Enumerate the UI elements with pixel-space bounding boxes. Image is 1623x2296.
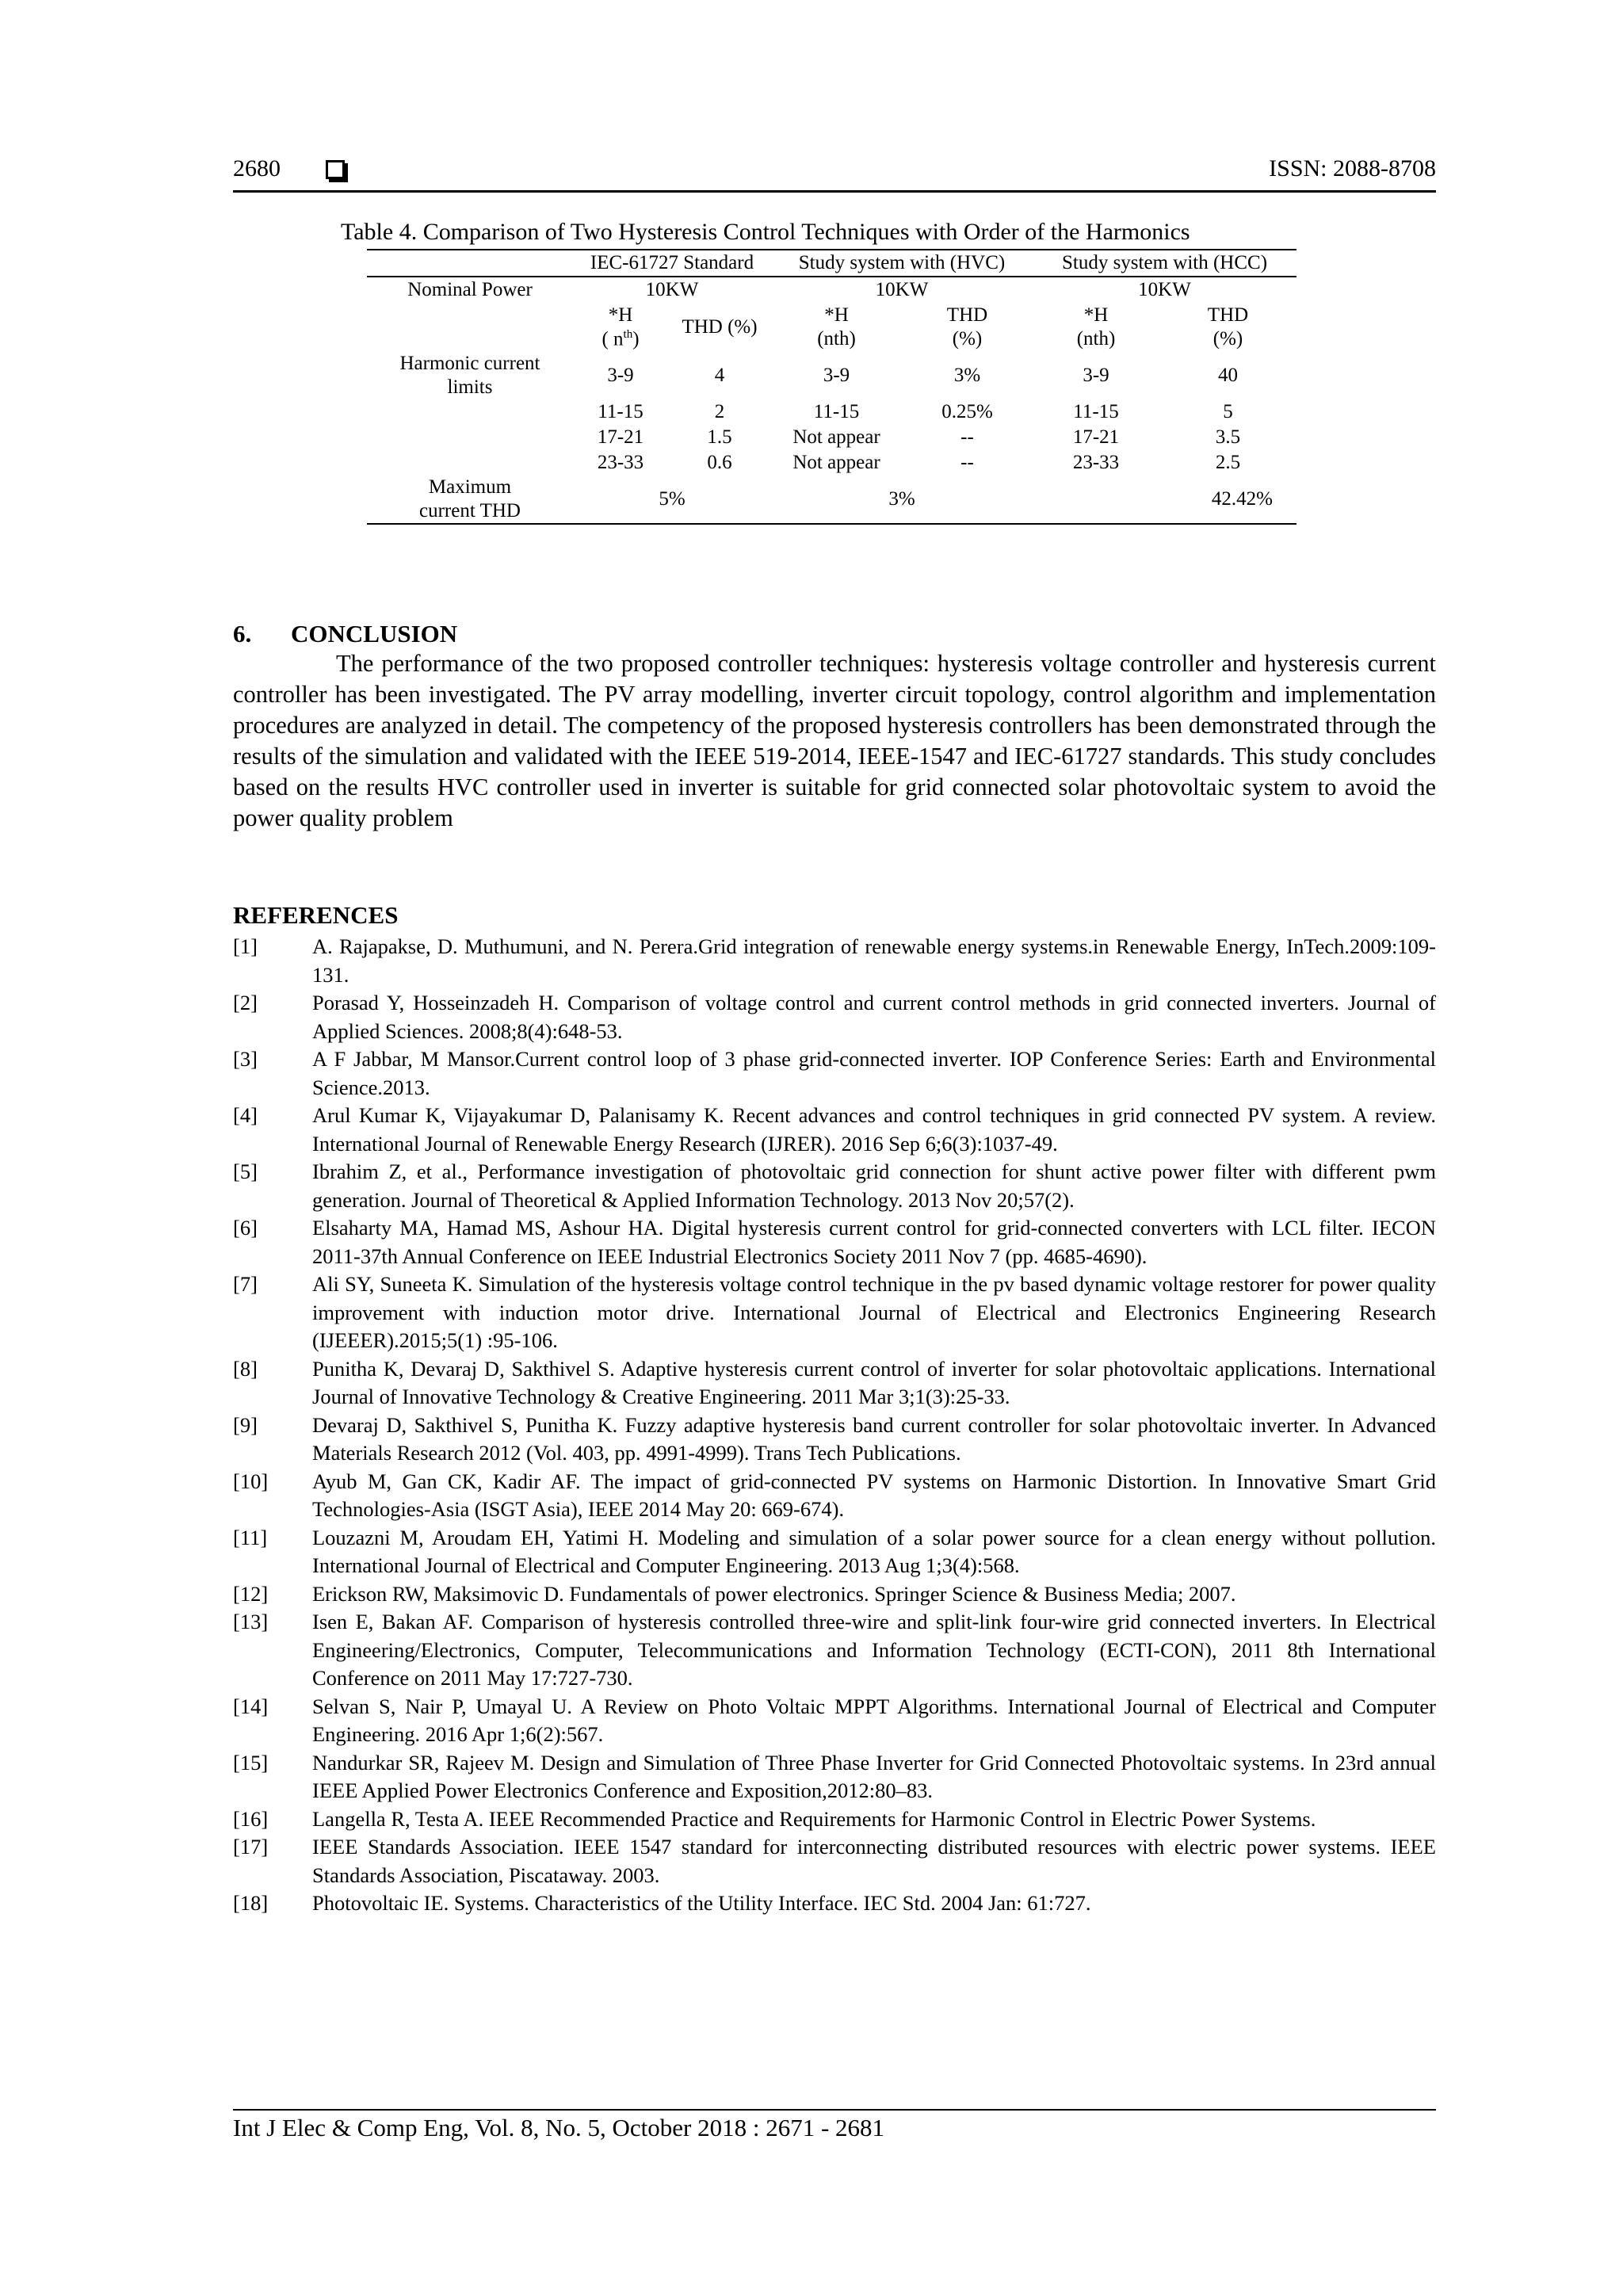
reference-text: Porasad Y, Hosseinzadeh H. Comparison of voltage control and current control methods in grid connected inverters. Journal of Applied Sciences. 2008;8(4):648-53. [312, 991, 1436, 1043]
table-cell: Not appear [792, 452, 880, 474]
nominal-power-row [367, 277, 1296, 303]
table-cell: 3.5 [1215, 426, 1241, 449]
reference-number: [9] [233, 1412, 258, 1437]
reference-item [233, 1412, 1436, 1468]
table-cell: 5 [1223, 401, 1233, 423]
references-list [233, 933, 1436, 1918]
table-cell: 23-33 [1072, 452, 1120, 474]
table-cell: 10KW [645, 279, 699, 300]
page-footer: Int J Elec & Comp Eng, Vol. 8, No. 5, October 2018 : 2671 - 2681 [233, 2109, 1436, 2142]
col-group-iec: IEC-61727 Standard [573, 250, 771, 277]
reference-number: [1] [233, 934, 258, 958]
table-cell: 5% [573, 476, 771, 524]
reference-text: A. Rajapakse, D. Muthumuni, and N. Perera.Grid integration of renewable energy systems.in Renewable Energy, InTech.2009:109-131. [312, 934, 1436, 987]
reference-text: A F Jabbar, M Mansor.Current control loop of 3 phase grid-connected inverter. IOP Conference Series: Earth and Environmental Science.2013. [312, 1047, 1436, 1099]
page-number: 2680 [233, 155, 281, 181]
reference-number: [7] [233, 1272, 258, 1296]
table-cell: 10KW [875, 279, 929, 300]
table-cell: 3% [771, 476, 1033, 524]
reference-number: [8] [233, 1356, 258, 1381]
table-cell: 3% [953, 365, 981, 387]
reference-number: [12] [233, 1581, 269, 1606]
table-cell: 10KW [1138, 279, 1191, 300]
section-heading [233, 620, 457, 648]
table-cell: Not appear [792, 426, 880, 449]
page-header [233, 155, 1436, 193]
col-group-hcc: Study system with (HCC) [1033, 250, 1296, 277]
reference-number: [13] [233, 1610, 269, 1633]
reference-number: [18] [233, 1891, 269, 1915]
reference-item [233, 1102, 1436, 1158]
reference-item [233, 933, 1436, 989]
square-bullet-icon [326, 160, 345, 179]
reference-item [233, 1045, 1436, 1102]
max-thd-label: Maximum current THD [367, 476, 573, 524]
references-heading: REFERENCES [233, 901, 399, 929]
table-cell: 23-33 [597, 452, 644, 474]
reference-item [233, 1749, 1436, 1805]
table-row [367, 352, 1296, 399]
max-thd-row [367, 476, 1296, 524]
table-cell: 3-9 [823, 365, 850, 387]
reference-text: Nandurkar SR, Rajeev M. Design and Simulation of Three Phase Inverter for Grid Connected Photovoltaic systems. In 23rd annual IEEE Applied Power Electronics Conference and Exposition,2012:80–83. [312, 1750, 1436, 1802]
table-cell: -- [960, 452, 974, 474]
reference-number: [14] [233, 1694, 269, 1718]
comparison-table [367, 249, 1296, 525]
table-cell: 42.42% [1033, 476, 1296, 524]
table-cell: 3-9 [1083, 365, 1109, 387]
reference-text: Photovoltaic IE. Systems. Characteristics of the Utility Interface. IEC Std. 2004 Jan: 61:727. [312, 1891, 1091, 1915]
table-cell: 17-21 [1072, 426, 1120, 449]
conclusion-paragraph: The performance of the two proposed controller techniques: hysteresis voltage controller and hysteresis current controller has been investigated. The PV array modelling, inverter circuit topology, control algorithm and implementation procedures are analyzed in detail. The competency of the proposed hysteresis controllers has been demonstrated through the results of the simulation and validated with the IEEE 519-2014, IEEE-1547 and IEC-61727 standards. This study concludes based on the results HVC controller used in inverter is suitable for grid connected solar photovoltaic system to avoid the power quality problem [233, 650, 1436, 831]
harmonic-label: Harmonic current limits [399, 353, 540, 399]
reference-text: Selvan S, Nair P, Umayal U. A Review on Photo Voltaic MPPT Algorithms. International Journal of Electrical and Computer Engineering. 2016 Apr 1;6(2):567. [312, 1694, 1436, 1746]
reference-item [233, 1214, 1436, 1270]
subhead-hvc-thd: THD (%) [946, 304, 988, 350]
reference-number: [5] [233, 1159, 258, 1183]
reference-item [233, 1468, 1436, 1524]
reference-text: Punitha K, Devaraj D, Sakthivel S. Adaptive hysteresis current control of inverter for solar photovoltaic applications. International Journal of Innovative Technology & Creative Engineering. 2011 Mar 3;1(3):25-33. [312, 1356, 1436, 1408]
reference-number: [17] [233, 1835, 269, 1859]
col-group-hvc: Study system with (HVC) [771, 250, 1033, 277]
table-cell: 3-9 [607, 365, 634, 387]
table-cell: -- [960, 426, 974, 449]
reference-item [233, 1805, 1436, 1834]
table-row [367, 399, 1296, 425]
table-cell: 11-15 [598, 401, 643, 423]
subhead-iec-h: *H ( $n^{th}$) [601, 304, 640, 350]
reference-item [233, 1270, 1436, 1355]
reference-text: Ayub M, Gan CK, Kadir AF. The impact of grid-connected PV systems on Harmonic Distortion. In Innovative Smart Grid Technologies-Asia (ISGT Asia), IEEE 2014 May 20: 669-674). [312, 1469, 1436, 1521]
table-cell: 2 [714, 401, 725, 423]
table-cell: 11-15 [1073, 401, 1119, 423]
reference-number: [15] [233, 1750, 269, 1775]
issn: ISSN: 2088-8708 [1269, 155, 1436, 181]
reference-item [233, 1608, 1436, 1693]
reference-item [233, 1889, 1436, 1918]
reference-item [233, 1355, 1436, 1412]
table-row [367, 425, 1296, 450]
table-cell: 0.25% [941, 401, 993, 423]
reference-text: Ali SY, Suneeta K. Simulation of the hysteresis voltage control technique in the pv based dynamic voltage restorer for power quality improvement with induction motor drive. International Journal of Electrical and Electronics Engineering Research (IJEEER).2015;5(1) :95-106. [312, 1272, 1436, 1352]
reference-item [233, 1693, 1436, 1749]
section-number: 6. [233, 620, 252, 648]
reference-text: Isen E, Bakan AF. Comparison of hysteresis controlled three-wire and split-link four-wire grid connected inverters. In Electrical Engineering/Electronics, Computer, Telecommunications and Information Technology (ECTI-CON), 2011 8th International Conference on 2011 May 17:727-730. [312, 1610, 1436, 1690]
table-cell: 17-21 [597, 426, 644, 449]
table-cell: 2.5 [1215, 452, 1241, 474]
reference-text: Ibrahim Z, et al., Performance investigation of photovoltaic grid connection for shunt active power filter with different pwm generation. Journal of Theoretical & Applied Information Technology. 2013 Nov 20;57(2). [312, 1159, 1436, 1212]
table-header-row [367, 250, 1296, 277]
subhead-hvc-h: *H (nth) [817, 304, 856, 350]
subhead-hcc-h: *H (nth) [1076, 304, 1116, 350]
table-cell: 40 [1218, 365, 1238, 387]
reference-number: [4] [233, 1103, 258, 1127]
table-cell: 0.6 [707, 452, 732, 474]
reference-number: [6] [233, 1216, 258, 1240]
reference-number: [16] [233, 1806, 269, 1831]
table-cell: 4 [714, 365, 725, 387]
reference-text: Erickson RW, Maksimovic D. Fundamentals of power electronics. Springer Science & Business Media; 2007. [312, 1581, 1236, 1606]
reference-text: Langella R, Testa A. IEEE Recommended Practice and Requirements for Harmonic Control in Electric Power Systems. [312, 1806, 1316, 1831]
nominal-power-label: Nominal Power [407, 279, 533, 300]
table-cell: 1.5 [707, 426, 732, 449]
table-row [367, 450, 1296, 476]
subhead-hcc-thd: THD (%) [1207, 304, 1249, 350]
reference-item [233, 989, 1436, 1045]
reference-text: Devaraj D, Sakthivel S, Punitha K. Fuzzy adaptive hysteresis band current controller for solar photovoltaic inverter. In Advanced Materials Research 2012 (Vol. 403, pp. 4991-4999). Trans Tech Publications. [312, 1412, 1436, 1465]
reference-item [233, 1524, 1436, 1580]
reference-number: [10] [233, 1469, 269, 1493]
section-title: CONCLUSION [291, 620, 458, 648]
reference-item [233, 1158, 1436, 1214]
reference-number: [3] [233, 1047, 258, 1071]
reference-text: IEEE Standards Association. IEEE 1547 standard for interconnecting distributed resources with electric power systems. IEEE Standards Association, Piscataway. 2003. [312, 1835, 1436, 1887]
table-cell: 11-15 [813, 401, 860, 423]
subheader-row [367, 303, 1296, 352]
reference-item [233, 1580, 1436, 1609]
subhead-iec-thd: THD (%) [682, 316, 758, 338]
reference-text: Louzazni M, Aroudam EH, Yatimi H. Modeling and simulation of a solar power source for a clean energy without pollution. International Journal of Electrical and Computer Engineering. 2013 Aug 1;3(4):568. [312, 1525, 1436, 1577]
reference-number: [2] [233, 991, 258, 1014]
reference-item [233, 1833, 1436, 1889]
reference-number: [11] [233, 1525, 268, 1549]
table-caption: Table 4. Comparison of Two Hysteresis Control Techniques with Order of the Harmonics [341, 219, 1190, 245]
reference-text: Elsaharty MA, Hamad MS, Ashour HA. Digital hysteresis current control for grid-connected converters with LCL filter. IECON 2011-37th Annual Conference on IEEE Industrial Electronics Society 2011 Nov 7 (pp. 4685-4690). [312, 1216, 1436, 1268]
reference-text: Arul Kumar K, Vijayakumar D, Palanisamy K. Recent advances and control techniques in grid connected PV system. A review. International Journal of Renewable Energy Research (IJRER). 2016 Sep 6;6(3):1037-49. [312, 1103, 1436, 1156]
